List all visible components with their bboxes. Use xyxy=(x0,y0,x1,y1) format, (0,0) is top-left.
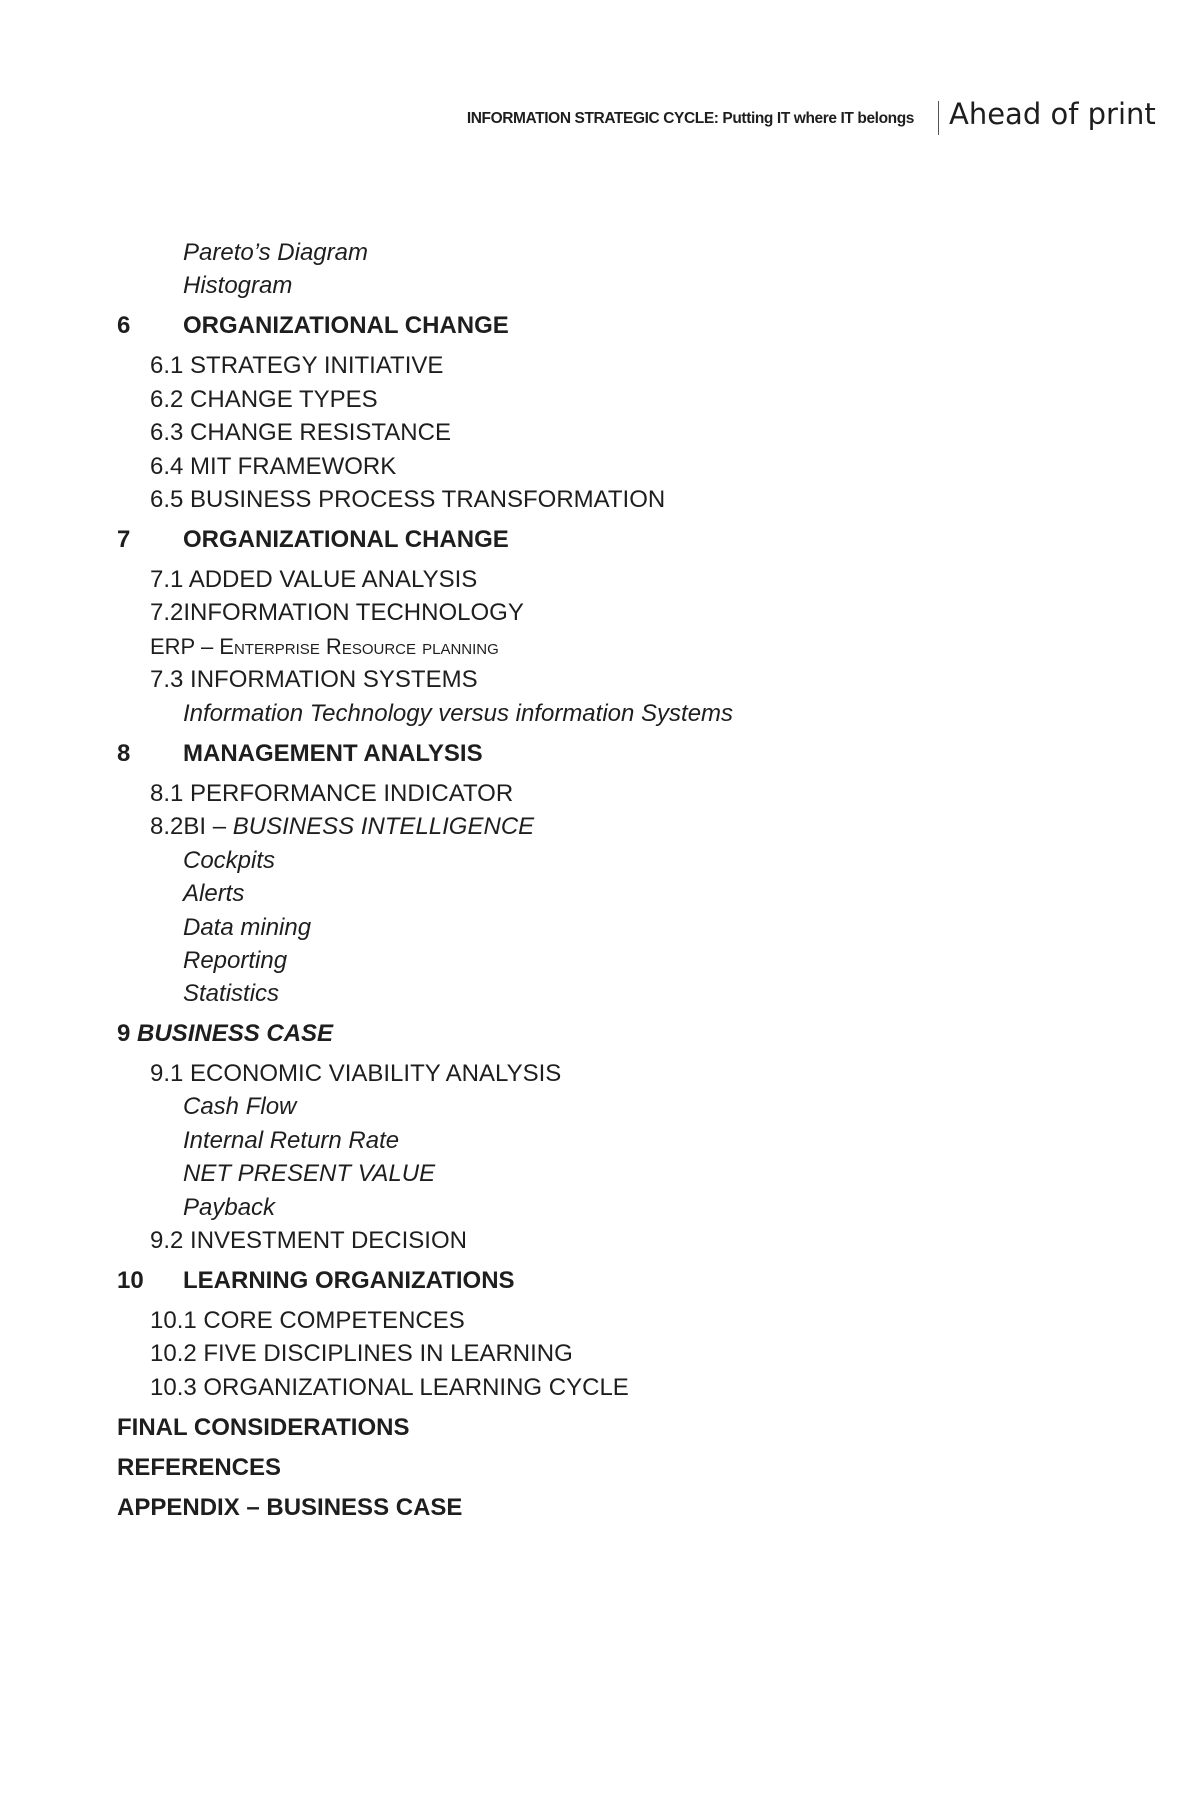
toc-references: REFERENCES xyxy=(117,1454,282,1481)
toc-chapter-number: 10 xyxy=(117,1267,144,1294)
toc-entry-cockpits: Cockpits xyxy=(183,847,276,874)
toc-final-considerations: FINAL CONSIDERATIONS xyxy=(117,1414,410,1441)
toc-chapter-8-title: MANAGEMENT ANALYSIS xyxy=(183,740,483,767)
toc-entry-statistics: Statistics xyxy=(183,980,280,1007)
toc-entry-8-1: 8.1 PERFORMANCE INDICATOR xyxy=(150,780,514,807)
toc-entry-paretos-diagram: Pareto’s Diagram xyxy=(183,239,368,266)
running-header-title: INFORMATION STRATEGIC CYCLE: Putting IT where IT belongs xyxy=(466,110,914,127)
toc-appendix: APPENDIX – BUSINESS CASE xyxy=(117,1494,463,1521)
toc-entry-internal-return-rate: Internal Return Rate xyxy=(183,1127,400,1154)
toc-chapter-7-title: ORGANIZATIONAL CHANGE xyxy=(183,526,509,553)
toc-chapter-6-title: ORGANIZATIONAL CHANGE xyxy=(183,312,509,339)
toc-entry-7-1: 7.1 ADDED VALUE ANALYSIS xyxy=(150,566,478,593)
toc-entry-6-3: 6.3 CHANGE RESISTANCE xyxy=(150,419,451,446)
toc-entry-7-3: 7.3 INFORMATION SYSTEMS xyxy=(150,666,478,693)
toc-chapter-number: 8 xyxy=(117,740,131,767)
toc-entry-6-1: 6.1 STRATEGY INITIATIVE xyxy=(150,352,444,379)
toc-chapter-10-title: LEARNING ORGANIZATIONS xyxy=(183,1267,515,1294)
ahead-of-print-label: Ahead of print xyxy=(949,97,1156,131)
toc-entry-net-present-value: NET PRESENT VALUE xyxy=(183,1160,436,1187)
toc-entry-6-5: 6.5 BUSINESS PROCESS TRANSFORMATION xyxy=(150,486,666,513)
toc-entry-10-1: 10.1 CORE COMPETENCES xyxy=(150,1307,465,1334)
header-divider xyxy=(938,101,939,135)
toc-entry-10-3: 10.3 ORGANIZATIONAL LEARNING CYCLE xyxy=(150,1374,629,1401)
toc-chapter-9 xyxy=(117,1020,333,1048)
toc-entry-histogram: Histogram xyxy=(183,272,293,299)
toc-entry-9-1: 9.1 ECONOMIC VIABILITY ANALYSIS xyxy=(150,1060,562,1087)
toc-entry-erp: ERP – Enterprise Resource planning xyxy=(150,634,499,659)
toc-chapter-number: 6 xyxy=(117,312,131,339)
toc-entry-6-2: 6.2 CHANGE TYPES xyxy=(150,386,378,413)
toc-entry-reporting: Reporting xyxy=(183,947,288,974)
toc-chapter-9-title: BUSINESS CASE xyxy=(137,1020,334,1047)
toc-chapter-number: 7 xyxy=(117,526,131,553)
toc-entry-alerts: Alerts xyxy=(183,880,245,907)
toc-entry-it-vs-is: Information Technology versus information Systems xyxy=(183,700,734,727)
toc-entry-8-2 xyxy=(150,813,534,841)
toc-entry-6-4: 6.4 MIT FRAMEWORK xyxy=(150,453,397,480)
toc-chapter-9-prefix: 9 xyxy=(117,1020,138,1047)
toc-entry-8-2-text: BUSINESS INTELLIGENCE xyxy=(232,813,535,840)
toc-entry-payback: Payback xyxy=(183,1194,276,1221)
toc-entry-data-mining: Data mining xyxy=(183,914,312,941)
toc-entry-cash-flow: Cash Flow xyxy=(183,1093,297,1120)
toc-entry-8-2-prefix: 8.2BI – xyxy=(150,813,233,840)
toc-entry-7-2: 7.2INFORMATION TECHNOLOGY xyxy=(150,599,524,626)
toc-entry-9-2: 9.2 INVESTMENT DECISION xyxy=(150,1227,467,1254)
toc-entry-10-2: 10.2 FIVE DISCIPLINES IN LEARNING xyxy=(150,1340,573,1367)
